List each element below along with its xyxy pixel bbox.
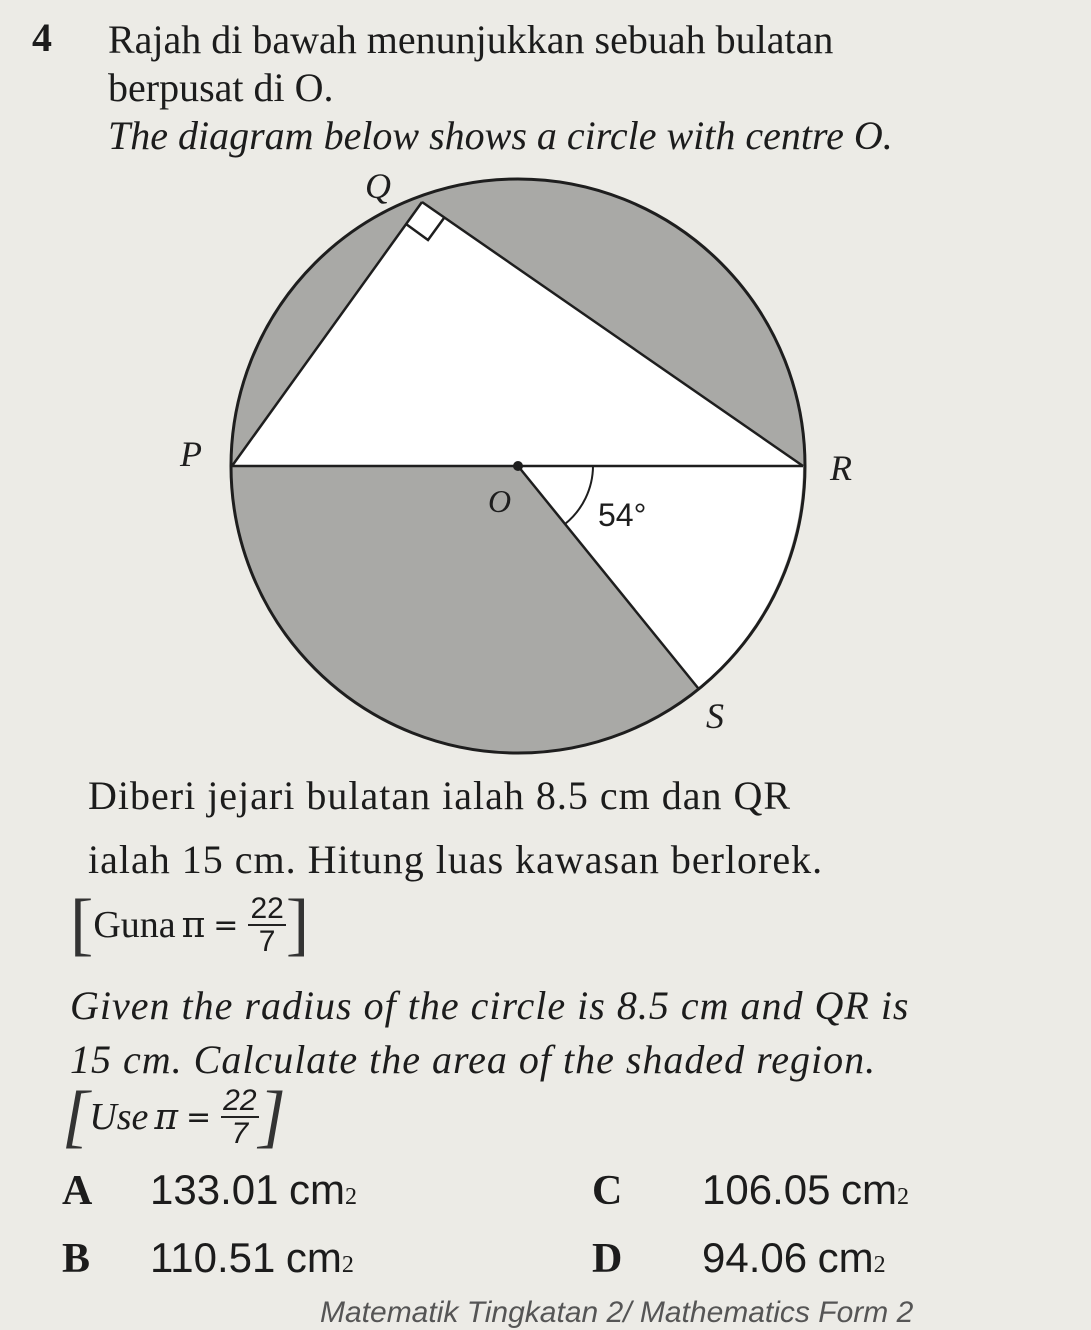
- option-d[interactable]: [592, 1234, 886, 1283]
- pi-note-word: Use: [89, 1096, 149, 1138]
- malay-intro-line-2: berpusat di O.: [108, 65, 334, 110]
- malay-given-line-2: ialah 15 cm. Hitung luas kawasan berlorek.: [88, 837, 824, 882]
- label-q: Q: [365, 166, 391, 206]
- option-c[interactable]: [592, 1166, 909, 1215]
- label-p: P: [180, 434, 202, 474]
- pi-symbol: π: [181, 904, 206, 946]
- option-letter: B: [62, 1236, 91, 1282]
- option-letter: C: [592, 1168, 623, 1214]
- label-r: R: [830, 448, 852, 488]
- english-intro: The diagram below shows a circle with centre O.: [108, 113, 893, 158]
- option-power: 2: [344, 1184, 357, 1210]
- malay-given-line-1: Diberi jejari bulatan ialah 8.5 cm dan QR: [88, 773, 792, 818]
- equals-sign: =: [186, 1099, 212, 1135]
- option-a[interactable]: [62, 1166, 357, 1215]
- option-value: 94.06: [702, 1234, 808, 1281]
- option-value: 133.01: [150, 1166, 279, 1213]
- centre-dot: [513, 461, 523, 471]
- pi-numerator: 22: [250, 891, 284, 925]
- question-number: 4: [32, 15, 52, 60]
- option-unit: cm: [817, 1234, 874, 1281]
- option-b[interactable]: [62, 1234, 354, 1283]
- page-footer: Matematik Tingkatan 2/ Mathematics Form 2: [320, 1296, 914, 1329]
- option-letter: A: [62, 1168, 93, 1214]
- equals-sign: =: [213, 907, 239, 943]
- option-unit: cm: [288, 1166, 345, 1213]
- label-s: S: [706, 696, 724, 736]
- english-given-line-1: Given the radius of the circle is 8.5 cm and QR is: [70, 983, 910, 1028]
- pi-fraction: [221, 1085, 258, 1150]
- pi-denominator: 7: [231, 1117, 249, 1150]
- option-letter: D: [592, 1236, 623, 1282]
- option-power: 2: [341, 1252, 354, 1278]
- pi-note-word: Guna: [93, 904, 176, 946]
- option-power: 2: [896, 1184, 909, 1210]
- option-unit: cm: [840, 1166, 897, 1213]
- english-given-line-2: 15 cm. Calculate the area of the shaded region.: [70, 1037, 877, 1082]
- option-value: 110.51: [150, 1234, 276, 1281]
- malay-pi-note: [ Guna π = $\frac{22}{7}$ ]: [70, 886, 310, 963]
- angle-label: 54°: [598, 497, 647, 533]
- malay-intro-line-1: Rajah di bawah menunjukkan sebuah bulatan: [108, 17, 834, 62]
- label-o: O: [488, 483, 512, 519]
- circle-diagram: [150, 160, 870, 760]
- pi-numerator: 22: [223, 1083, 257, 1117]
- pi-denominator: 7: [258, 925, 276, 958]
- pi-symbol: π: [154, 1096, 179, 1138]
- option-power: 2: [873, 1252, 886, 1278]
- english-pi-note: [ Use π = $\frac{22}{7}$ ]: [62, 1078, 286, 1155]
- option-value: 106.05: [702, 1166, 831, 1213]
- pi-fraction: [248, 893, 285, 958]
- option-unit: cm: [285, 1234, 342, 1281]
